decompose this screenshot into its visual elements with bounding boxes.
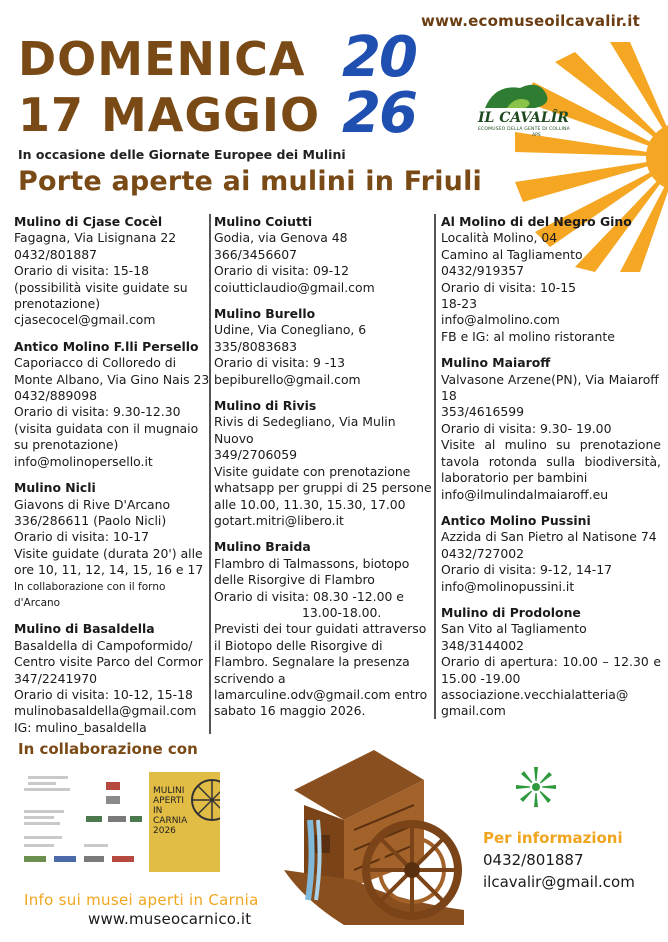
mill-phone: 353/4616599	[441, 404, 525, 420]
carnia-poster	[149, 772, 220, 872]
mill-column-right	[441, 214, 661, 730]
logo-tagline: ECOMUSEO DELLA GENTE DI COLLINA	[478, 127, 570, 132]
mill-email[interactable]: coiutticlaudio@gmail.com	[214, 279, 375, 295]
mill-phone: 0432/801887	[14, 246, 98, 262]
watermill-icon	[274, 750, 474, 930]
mill-hours: Orario di visita: 10-17	[14, 529, 149, 545]
mill-address: Valvasone Arzene(PN), Via Maiaroff 18	[441, 371, 659, 404]
green-mill-icon	[515, 766, 557, 808]
mill-entry	[441, 513, 661, 595]
mill-email[interactable]: info@almolino.com	[441, 312, 560, 328]
mill-hours: Orario di visita: 9.30- 19.00	[441, 420, 612, 436]
mill-entry	[14, 339, 210, 470]
mill-entry	[214, 214, 436, 296]
mill-hours: Orario di visita: 10-15	[441, 279, 576, 295]
mill-entry	[441, 355, 661, 503]
info-email[interactable]: ilcavalir@gmail.com	[483, 873, 635, 891]
year-bottom: 26	[342, 81, 416, 146]
mill-address: Azzida di San Pietro al Natisone 74	[441, 529, 657, 545]
mill-phone: 0432/889098	[14, 388, 98, 404]
mill-email[interactable]: info@molinopersello.it	[14, 453, 153, 469]
mill-email[interactable]: info@molinopussini.it	[441, 578, 575, 594]
mill-phone: 335/8083683	[214, 338, 298, 354]
mill-town: Camino al Tagliamento	[441, 246, 583, 262]
collab-title: In collaborazione con	[18, 740, 198, 758]
year-top: 20	[342, 25, 416, 90]
mill-address: Basaldella di Campoformido/ Centro visite Parco del Cormor	[14, 637, 203, 670]
mill-entry	[14, 621, 210, 736]
mill-phone: 336/286611 (Paolo Nicli)	[14, 512, 167, 528]
mill-name: Mulino di Prodolone	[441, 604, 581, 620]
mill-name: Mulino di Cjase Cocèl	[14, 214, 163, 229]
mill-instagram[interactable]: IG: mulino_basaldella	[14, 719, 147, 735]
mill-hours: Orario di visita: 9.30-12.30 (visita guidata con il mugnaio su prenotazione)	[14, 404, 199, 453]
mill-address: San Vito al Tagliamento	[441, 621, 587, 637]
carnia-info: Info sui musei aperti in Carnia	[24, 891, 259, 909]
mill-entry	[441, 214, 661, 345]
mill-activities: Visite al mulino su prenotazione tavola rotonda sulla biodiversità, laboratorio per bambini	[441, 437, 661, 486]
mill-email[interactable]: gotart.mitri@libero.it	[214, 512, 344, 528]
mill-email[interactable]: cjasecocel@gmail.com	[14, 312, 156, 328]
mill-address: Caporiacco di Colloredo di Monte Albano, Via Gino Nais 23	[14, 355, 210, 387]
logo-name: IL CAVALÎR	[478, 110, 569, 126]
museocarnico-url[interactable]: www.museocarnico.it	[88, 910, 252, 928]
mill-address: Località Molino, 04	[441, 230, 558, 246]
mill-email[interactable]: info@ilmulindalmaiaroff.eu	[441, 486, 609, 502]
mill-hours: Orario di visita: 10-12, 15-18	[14, 686, 193, 702]
mill-hours: Orario di visita: 08.30 -12.00 e	[214, 588, 404, 604]
mill-address: Flambro di Talmassons, biotopo delle Risorgive di Flambro	[214, 555, 410, 588]
mill-entry	[214, 306, 436, 388]
mill-hours: Orario di visita: 09-12	[214, 263, 349, 279]
subtitle: In occasione delle Giornate Europee dei Mulini	[18, 147, 346, 162]
website-url[interactable]: www.ecomuseoilcavalir.it	[421, 12, 640, 30]
date-weekday: DOMENICA	[18, 32, 306, 86]
mill-name: Mulino Burello	[214, 306, 316, 322]
mill-hours: Orario di visita: 9 -13	[214, 355, 346, 371]
wheel-icon	[190, 778, 220, 822]
mill-name: Antico Molino Pussini	[441, 512, 591, 528]
mill-hours: Orario di apertura: 10.00 – 12.30 e 15.00 -19.00	[441, 654, 661, 686]
mill-tour-info: Previsti dei tour guidati attraverso il Biotopo delle Risorgive di Flambro. Segnalare la presenza scrivendo a lamarculine.odv@gmail.com entro sabato 16 maggio 2026.	[214, 621, 428, 719]
mill-hours: Visite guidate con prenotazione whatsapp per gruppi di 25 persone alle 10.00, 11.30, 15.30, 17.00	[214, 463, 432, 512]
mill-entry	[441, 605, 661, 720]
mill-email[interactable]: associazione.vecchialatteria@ gmail.com	[441, 686, 629, 719]
mill-address: Giavons di Rive D'Arcano	[14, 496, 171, 512]
mill-address: Godia, via Genova 48	[214, 230, 348, 246]
mill-address: Fagagna, Via Lisignana 22	[14, 230, 177, 246]
mill-hours: Orario di visita: 15-18 (possibilità visite guidate su prenotazione)	[14, 263, 188, 312]
mill-email[interactable]: mulinobasaldella@gmail.com	[14, 703, 197, 719]
mill-name: Mulino Nicli	[14, 480, 96, 496]
mill-tour-times: Visite guidate (durata 20') alle ore 10, 11, 12, 14, 15, 16 e 17	[14, 545, 204, 578]
mill-name: Mulino di Rivis	[214, 398, 317, 414]
logo-aps: APS	[532, 133, 541, 138]
mill-column-left	[14, 214, 210, 746]
mill-entry	[14, 214, 210, 329]
mill-note: In collaborazione con il forno d'Arcano	[14, 580, 166, 609]
mill-address: Rivis di Sedegliano, Via Mulin Nuovo	[214, 414, 396, 446]
mill-email[interactable]: bepiburello@gmail.com	[214, 371, 361, 387]
poster-text: MULINI APERTI IN CARNIA 2026	[153, 786, 188, 836]
mill-phone: 347/2241970	[14, 670, 98, 686]
mill-phone: 0432/727002	[441, 545, 525, 561]
mill-social[interactable]: FB e IG: al molino ristorante	[441, 328, 615, 344]
headline: Porte aperte ai mulini in Friuli	[18, 166, 482, 197]
mill-name: Mulino Braida	[214, 539, 311, 555]
mill-name: Antico Molino F.lli Persello	[14, 338, 199, 354]
mill-phone: 0432/919357	[441, 263, 525, 279]
mill-hours-evening: 18-23	[441, 296, 478, 312]
mill-phone: 349/2706059	[214, 447, 298, 463]
mill-hours: Orario di visita: 9-12, 14-17	[441, 562, 612, 578]
mill-entry	[14, 480, 210, 611]
info-title: Per informazioni	[483, 829, 623, 847]
mill-name: Mulino Coiutti	[214, 214, 313, 229]
mill-name: Mulino Maiaroff	[441, 355, 551, 371]
mill-entry	[214, 398, 436, 529]
mill-entry	[214, 539, 436, 719]
mill-name: Al Molino di del Negro Gino	[441, 214, 632, 229]
mill-phone: 348/3144002	[441, 637, 525, 653]
mill-name: Mulino di Basaldella	[14, 621, 155, 637]
mill-address: Udine, Via Conegliano, 6	[214, 322, 367, 338]
mill-phone: 366/3456607	[214, 246, 298, 262]
date-day-month: 17 MAGGIO	[18, 88, 321, 142]
partner-logos	[20, 770, 145, 870]
mill-hours-afternoon: 13.00-18.00.	[302, 604, 382, 620]
info-phone: 0432/801887	[483, 851, 584, 869]
mill-column-middle	[214, 214, 436, 730]
